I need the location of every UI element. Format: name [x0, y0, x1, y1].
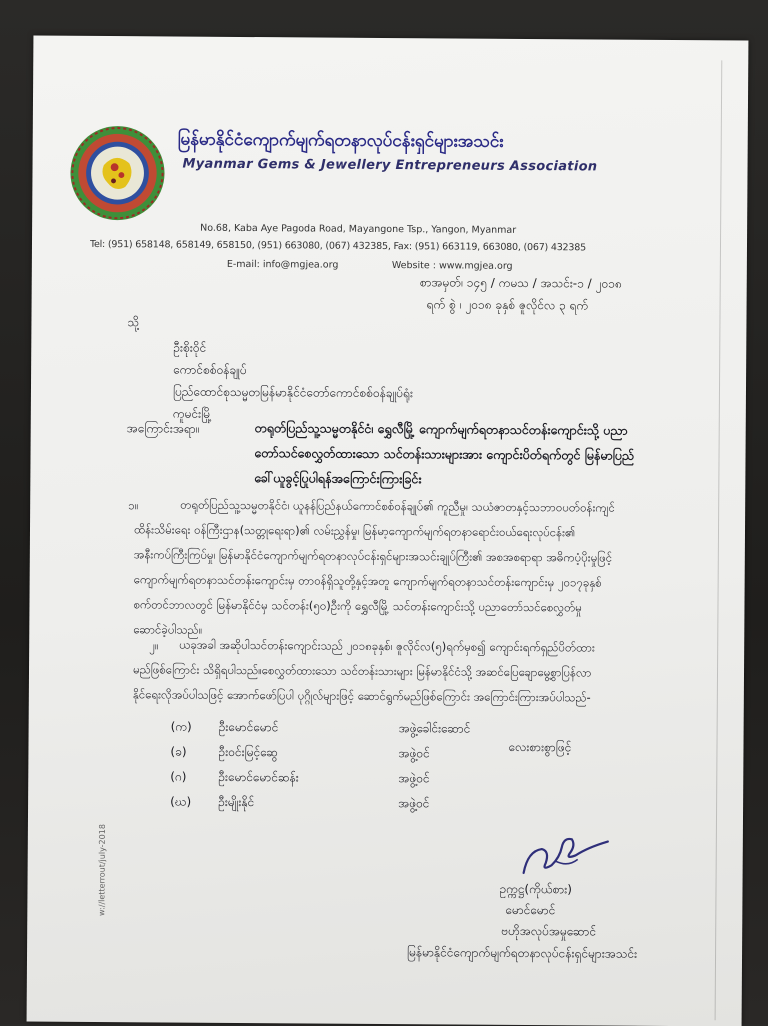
- recipient-office: ပြည်ထောင်စုသမ္မတမြန်မာနိုင်ငံတော်ကောင်စစ်ဝန်ချုပ်ရုံး: [172, 384, 414, 401]
- paragraph-line: တရုတ်ပြည်သူ့သမ္မတနိုင်ငံ၊ ယူနန်ပြည်နယ်ကောင်စစ်ဝန်ချုပ်၏ ကူညီမှု၊ သယံဇာတနှင့်သဘာဝပတ်ဝန်းကျင်: [180, 497, 615, 515]
- subject-line: တော်သင်စေလွှတ်ထားသော သင်တန်းသားများအား ကျောင်းပိတ်ရက်တွင် မြန်မာပြည်: [254, 445, 635, 463]
- org-email: E-mail: info@mgjea.org: [226, 258, 339, 271]
- signatory-name: မောင်မောင်: [505, 902, 556, 918]
- paragraph-1: [180, 493, 720, 522]
- recipient-city: ကူမင်းမြို့: [172, 406, 212, 421]
- member-name: ဦးမောင်မောင်ဆန်း: [218, 769, 299, 785]
- signatory-on-behalf: ဥက္ကဋ္ဌ(ကိုယ်စား): [499, 881, 572, 897]
- paragraph-line: စက်တင်ဘာလတွင် မြန်မာနိုင်ငံမှ သင်တန်း(၅၀)ဦးကို ရွှေလီမြို့ သင်တန်းကျောင်းသို့ ပညာတော်သင်စေလွှတ်မှု: [133, 597, 582, 615]
- org-name-english: Myanmar Gems & Jewellery Entrepreneurs Association: [182, 156, 598, 175]
- association-logo-icon: [68, 124, 167, 223]
- member-name: ဦးမျိုးနိုင်: [218, 794, 255, 810]
- paragraph-line: မည်ဖြစ်ကြောင်း သိရှိရပါသည်။စေလွှတ်ထားသော သင်တန်းသားများ မြန်မာနိုင်ငံသို့ အဆင်ပြေချောမွေ့စွာပြန်လာ: [132, 662, 592, 680]
- paragraph-line: နိုင်ရေးလိုအပ်ပါသဖြင့် အောက်ဖော်ပြပါ ပုဂ္ဂိုလ်များဖြင့် ဆောင်ရွက်မည်ဖြစ်ကြောင်း အကြောင်းကြားအပ်ပါသည်-: [132, 687, 591, 705]
- addressee-to: သို့: [127, 315, 140, 330]
- paragraph-line: ကျောက်မျက်ရတနာသင်တန်းကျောင်းမှ တာဝန်ရှိသူတို့နှင့်အတူ ကျောက်မျက်ရတနာသင်တန်းကျောင်းမှ ၂၀၁၇ခုနှစ်: [133, 572, 602, 590]
- handwritten-signature-icon: [516, 821, 616, 882]
- org-phone-fax: Tel: (951) 658148, 658149, 658150, (951) 663080, (067) 432385, Fax: (951) 663119, 663080, (067) 432385: [89, 238, 587, 254]
- member-role: အဖွဲ့ဝင်: [398, 771, 430, 786]
- paragraph-2-number: ၂။: [149, 638, 159, 653]
- paragraph-1-continued: [133, 517, 720, 646]
- paragraph-2-continued: [133, 657, 719, 711]
- recipient-title: ကောင်စစ်ဝန်ချုပ်: [173, 362, 247, 378]
- letter-paper: [27, 36, 749, 1026]
- paragraph-line: ဆောင်ခဲ့ပါသည်။: [133, 622, 203, 637]
- subject-line: တရုတ်ပြည်သူ့သမ္မတနိုင်ငံ၊ ရွှေလီမြို့ ကျောက်မျက်ရတနာသင်တန်းကျောင်းသို့ ပညာ: [254, 420, 628, 438]
- side-margin-note: w://letterrout/july-2018: [97, 824, 107, 917]
- member-number: (ဃ): [170, 794, 192, 809]
- paragraph-line: ထိန်းသိမ်းရေး ဝန်ကြီးဌာန(သတ္တုရေးရာ)၏ လမ်းညွှန်မှု၊ မြန်မာ့ကျောက်မျက်ရတနာရောင်းဝယ်ရေးလုပ်ငန်း၏: [133, 522, 576, 540]
- recipient-name: ဦးစိုးဝိုင်: [173, 340, 207, 355]
- closing-salutation: လေးစားစွာဖြင့်: [508, 739, 572, 755]
- letter-date: ရက် စွဲ ၊ ၂၀၁၈ ခုနှစ် ဇူလိုင်လ ၃ ရက်: [426, 297, 589, 313]
- member-role: အဖွဲ့ဝင်: [398, 746, 430, 761]
- signatory-organization: မြန်မာနိုင်ငံကျောက်မျက်ရတနာလုပ်ငန်းရှင်များအသင်း: [407, 945, 638, 961]
- paragraph-2: [179, 633, 719, 662]
- member-number: (ဂ): [170, 769, 187, 784]
- paragraph-1-number: ၁။: [128, 498, 139, 513]
- member-number: (ခ): [170, 744, 187, 759]
- letter-reference-number: စာအမှတ်၊ ၁၄၅ / ကမသ / အသင်း-၁ / ၂၀၁၈: [419, 275, 622, 291]
- member-name: ဦးမောင်မောင်: [218, 719, 279, 735]
- member-role: အဖွဲ့ခေါင်းဆောင်: [398, 721, 471, 736]
- org-name-myanmar: မြန်မာနိုင်ငံကျောက်မျက်ရတနာလုပ်ငန်းရှင်များအသင်း: [177, 129, 504, 152]
- member-role: အဖွဲ့ဝင်: [398, 796, 430, 811]
- org-address: No.68, Kaba Aye Pagoda Road, Mayangone Tsp., Yangon, Myanmar: [200, 222, 517, 236]
- member-number: (က): [170, 719, 192, 734]
- subject-line: ခေါ်ယူခွင့်ပြုပါရန်အကြောင်းကြားခြင်း: [254, 470, 422, 487]
- org-website: Website : www.mgjea.org: [391, 260, 513, 272]
- subject-label: အကြောင်းအရာ။: [126, 421, 200, 436]
- member-name: ဦးဝင်းမြင့်ဆွေ: [218, 744, 278, 760]
- subject-text: [254, 415, 655, 493]
- signatory-position: ဗဟိုအလုပ်အမှုဆောင်: [501, 923, 597, 939]
- paragraph-line: ယခုအခါ အဆိုပါသင်တန်းကျောင်းသည် ၂၀၁၈ခုနှစ်၊ ဇူလိုင်လ(၅)ရက်မှစ၍ ကျောင်းရက်ရှည်ပိတ်ထား: [179, 637, 595, 655]
- paragraph-line: အနီးကပ်ကြီးကြပ်မှု၊ မြန်မာနိုင်ငံကျောက်မျက်ရတနာလုပ်ငန်းရှင်များအသင်းချုပ်ကြီး၏ အစအစရာရာ အဓိကပံ့ပိုးမှုဖြင့်: [133, 547, 613, 565]
